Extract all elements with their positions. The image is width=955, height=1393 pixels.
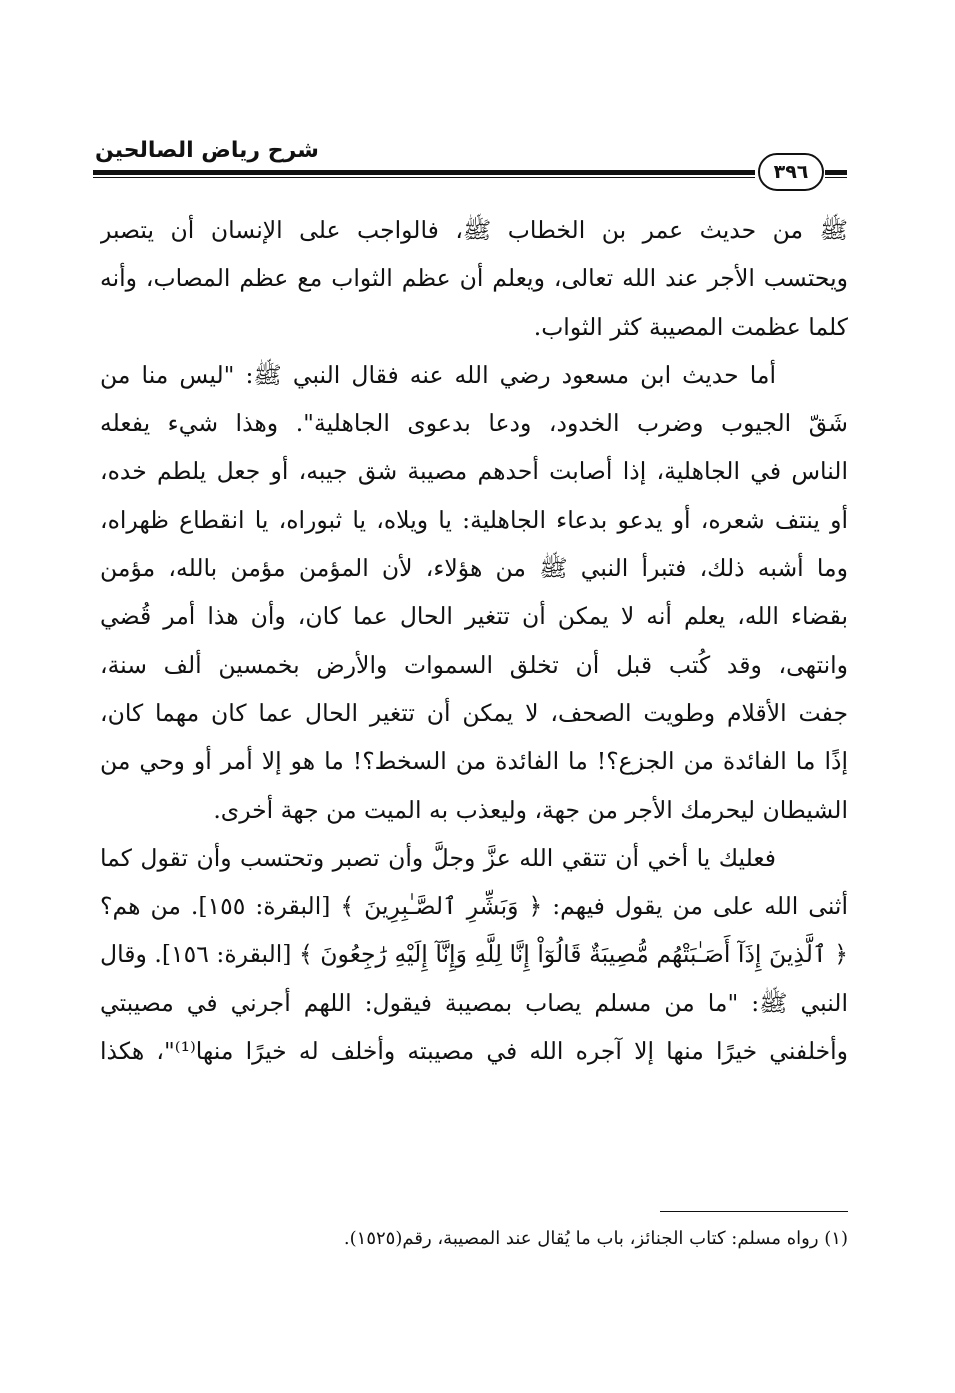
body-line: وأخلفني خيرًا منها إلا آجره الله في مصيبته وأخلف له خيرًا منها⁽¹⁾"، هكذا [100, 1037, 848, 1066]
body-line: كلما عظمت المصيبة كثر الثواب. [533, 312, 848, 341]
body-line: الشيطان ليحرمك الأجر من جهة، وليعذب به الميت من جهة أخرى. [213, 795, 848, 824]
footnote: (١) رواه مسلم: كتاب الجنائز، باب ما يُقال عند المصيبة، رقم(١٥٢٥). [343, 1228, 848, 1249]
running-header-title: شرح رياض الصالحين [95, 138, 319, 163]
body-line: الناس في الجاهلية، إذا أصابت أحدهم مصيبة شق جيبه، أو جعل يلطم خده، [100, 457, 848, 486]
body-line: أثنى الله على من يقول فيهم: ﴿ وَبَشِّرِ ٱلصَّـٰبِرِينَ ﴾ [البقرة: ١٥٥]. من هم؟ [100, 892, 848, 921]
body-line: ﷺ من حديث عمر بن الخطاب ﷺ، فالواجب على الإنسان أن يتصبر [100, 216, 848, 244]
page-number-badge: ٣٩٦ [758, 153, 824, 191]
body-line: أو ينتف شعره، أو يدعو بدعاء الجاهلية: يا ويلاه، يا ثبوراه، يا انقطاع ظهراه، [100, 505, 848, 534]
footnote-separator [660, 1211, 848, 1212]
body-line: ﴿ ٱلَّذِينَ إِذَآ أَصَـٰبَتْهُم مُّصِيبَةٌ قَالُوٓاْ إِنَّا لِلَّهِ وَإِنَّآ إِلَيْهِ رَٰجِعُونَ ﴾ [البقرة: ١٥٦]. وقال [100, 940, 848, 969]
body-line: ويحتسب الأجر عند الله تعالى، ويعلم أن عظم الثواب مع عظم المصاب، وأنه [100, 264, 848, 293]
body-line: بقضاء الله، يعلم أنه لا يمكن أن تتغير الحال عما كان، وأن هذا أمر قُضي [100, 602, 848, 631]
page-body [100, 206, 848, 1075]
body-line: وانتهى، وقد كُتب قبل أن تخلق السموات والأرض بخمسين ألف سنة، [100, 650, 848, 679]
header-rule [93, 170, 755, 178]
body-line: فعليك يا أخي أن تتقي الله عزَّ وجلَّ وأن تصبر وتحتسب وأن تقول كما [100, 843, 776, 872]
header-rule-end [825, 170, 847, 178]
body-line: إذًا ما الفائدة من الجزع؟! ما الفائدة من السخط؟! ما هو إلا أمر أو وحي من [100, 747, 848, 776]
body-line: شَقّ الجيوب وضرب الخدود، ودعا بدعوى الجاهلية". وهذا شيء يفعله [100, 409, 848, 438]
body-line: النبي ﷺ: "ما من مسلم يصاب بمصيبة فيقول: اللهم أجرني في مصيبتي [100, 988, 848, 1017]
body-line: جفت الأقلام وطويت الصحف، لا يمكن أن تتغير الحال عما كان مهما كان، [100, 698, 848, 727]
body-line: أما حديث ابن مسعود رضي الله عنه فقال النبي ﷺ: "ليس منا من [100, 360, 776, 389]
body-line: وما أشبه ذلك، فتبرأ النبي ﷺ من هؤلاء، لأن المؤمن مؤمن بالله، مؤمن [100, 554, 848, 583]
